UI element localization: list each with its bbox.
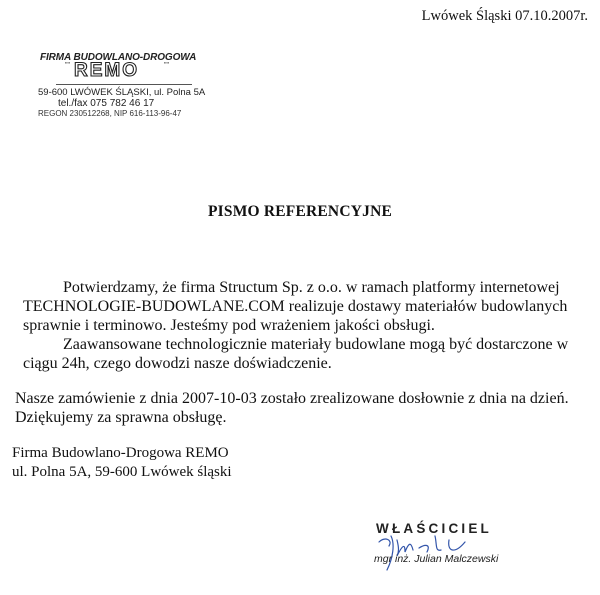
signature-role: WŁAŚCICIEL (376, 521, 492, 536)
stamp-firm: FIRMA BUDOWLANO-DROGOWA (40, 52, 197, 63)
document-title: PISMO REFERENCYJNE (207, 203, 392, 220)
stamp-address: 59-600 LWÓWEK ŚLĄSKI, ul. Polna 5A (38, 87, 206, 98)
body-line: TECHNOLOGIE-BUDOWLANE.COM realizuje dostawy materiałów budowlanych (23, 298, 568, 315)
handwritten-signature (375, 530, 495, 574)
body-line: ciągu 24h, czego dowodzi nasze doświadczenie. (23, 355, 332, 372)
body-line: Zaawansowane technologicznie materiały budowlane mogą być dostarczone w (63, 336, 569, 353)
body-line: Nasze zamówienie z dnia 2007-10-03 zostało zrealizowane dosłownie z dnia na dzień. (15, 390, 569, 407)
sender-address: ul. Polna 5A, 59-600 Lwówek śląski (12, 464, 232, 480)
sender-name: Firma Budowlano-Drogowa REMO (12, 445, 229, 461)
body-line: Dziękujemy za sprawna obsługę. (15, 409, 227, 426)
stamp-quote-open: "" (65, 62, 70, 69)
body-line: sprawnie i terminowo. Jesteśmy pod wrażeniem jakości obsługi. (23, 317, 435, 334)
stamp-quote-close: "" (164, 62, 169, 69)
signatory-name: mgr inż. Julian Malczewski (374, 553, 499, 565)
company-stamp (40, 52, 220, 122)
body-line: Potwierdzamy, że firma Structum Sp. z o.o. w ramach platformy internetowej (63, 279, 560, 296)
stamp-name: REMO (74, 60, 139, 81)
place-date: Lwówek Śląski 07.10.2007r. (421, 8, 588, 24)
stamp-divider (56, 84, 192, 85)
stamp-registry: REGON 230512268, NIP 616-113-96-47 (38, 109, 182, 118)
stamp-phone: tel./fax 075 782 46 17 (58, 98, 155, 109)
